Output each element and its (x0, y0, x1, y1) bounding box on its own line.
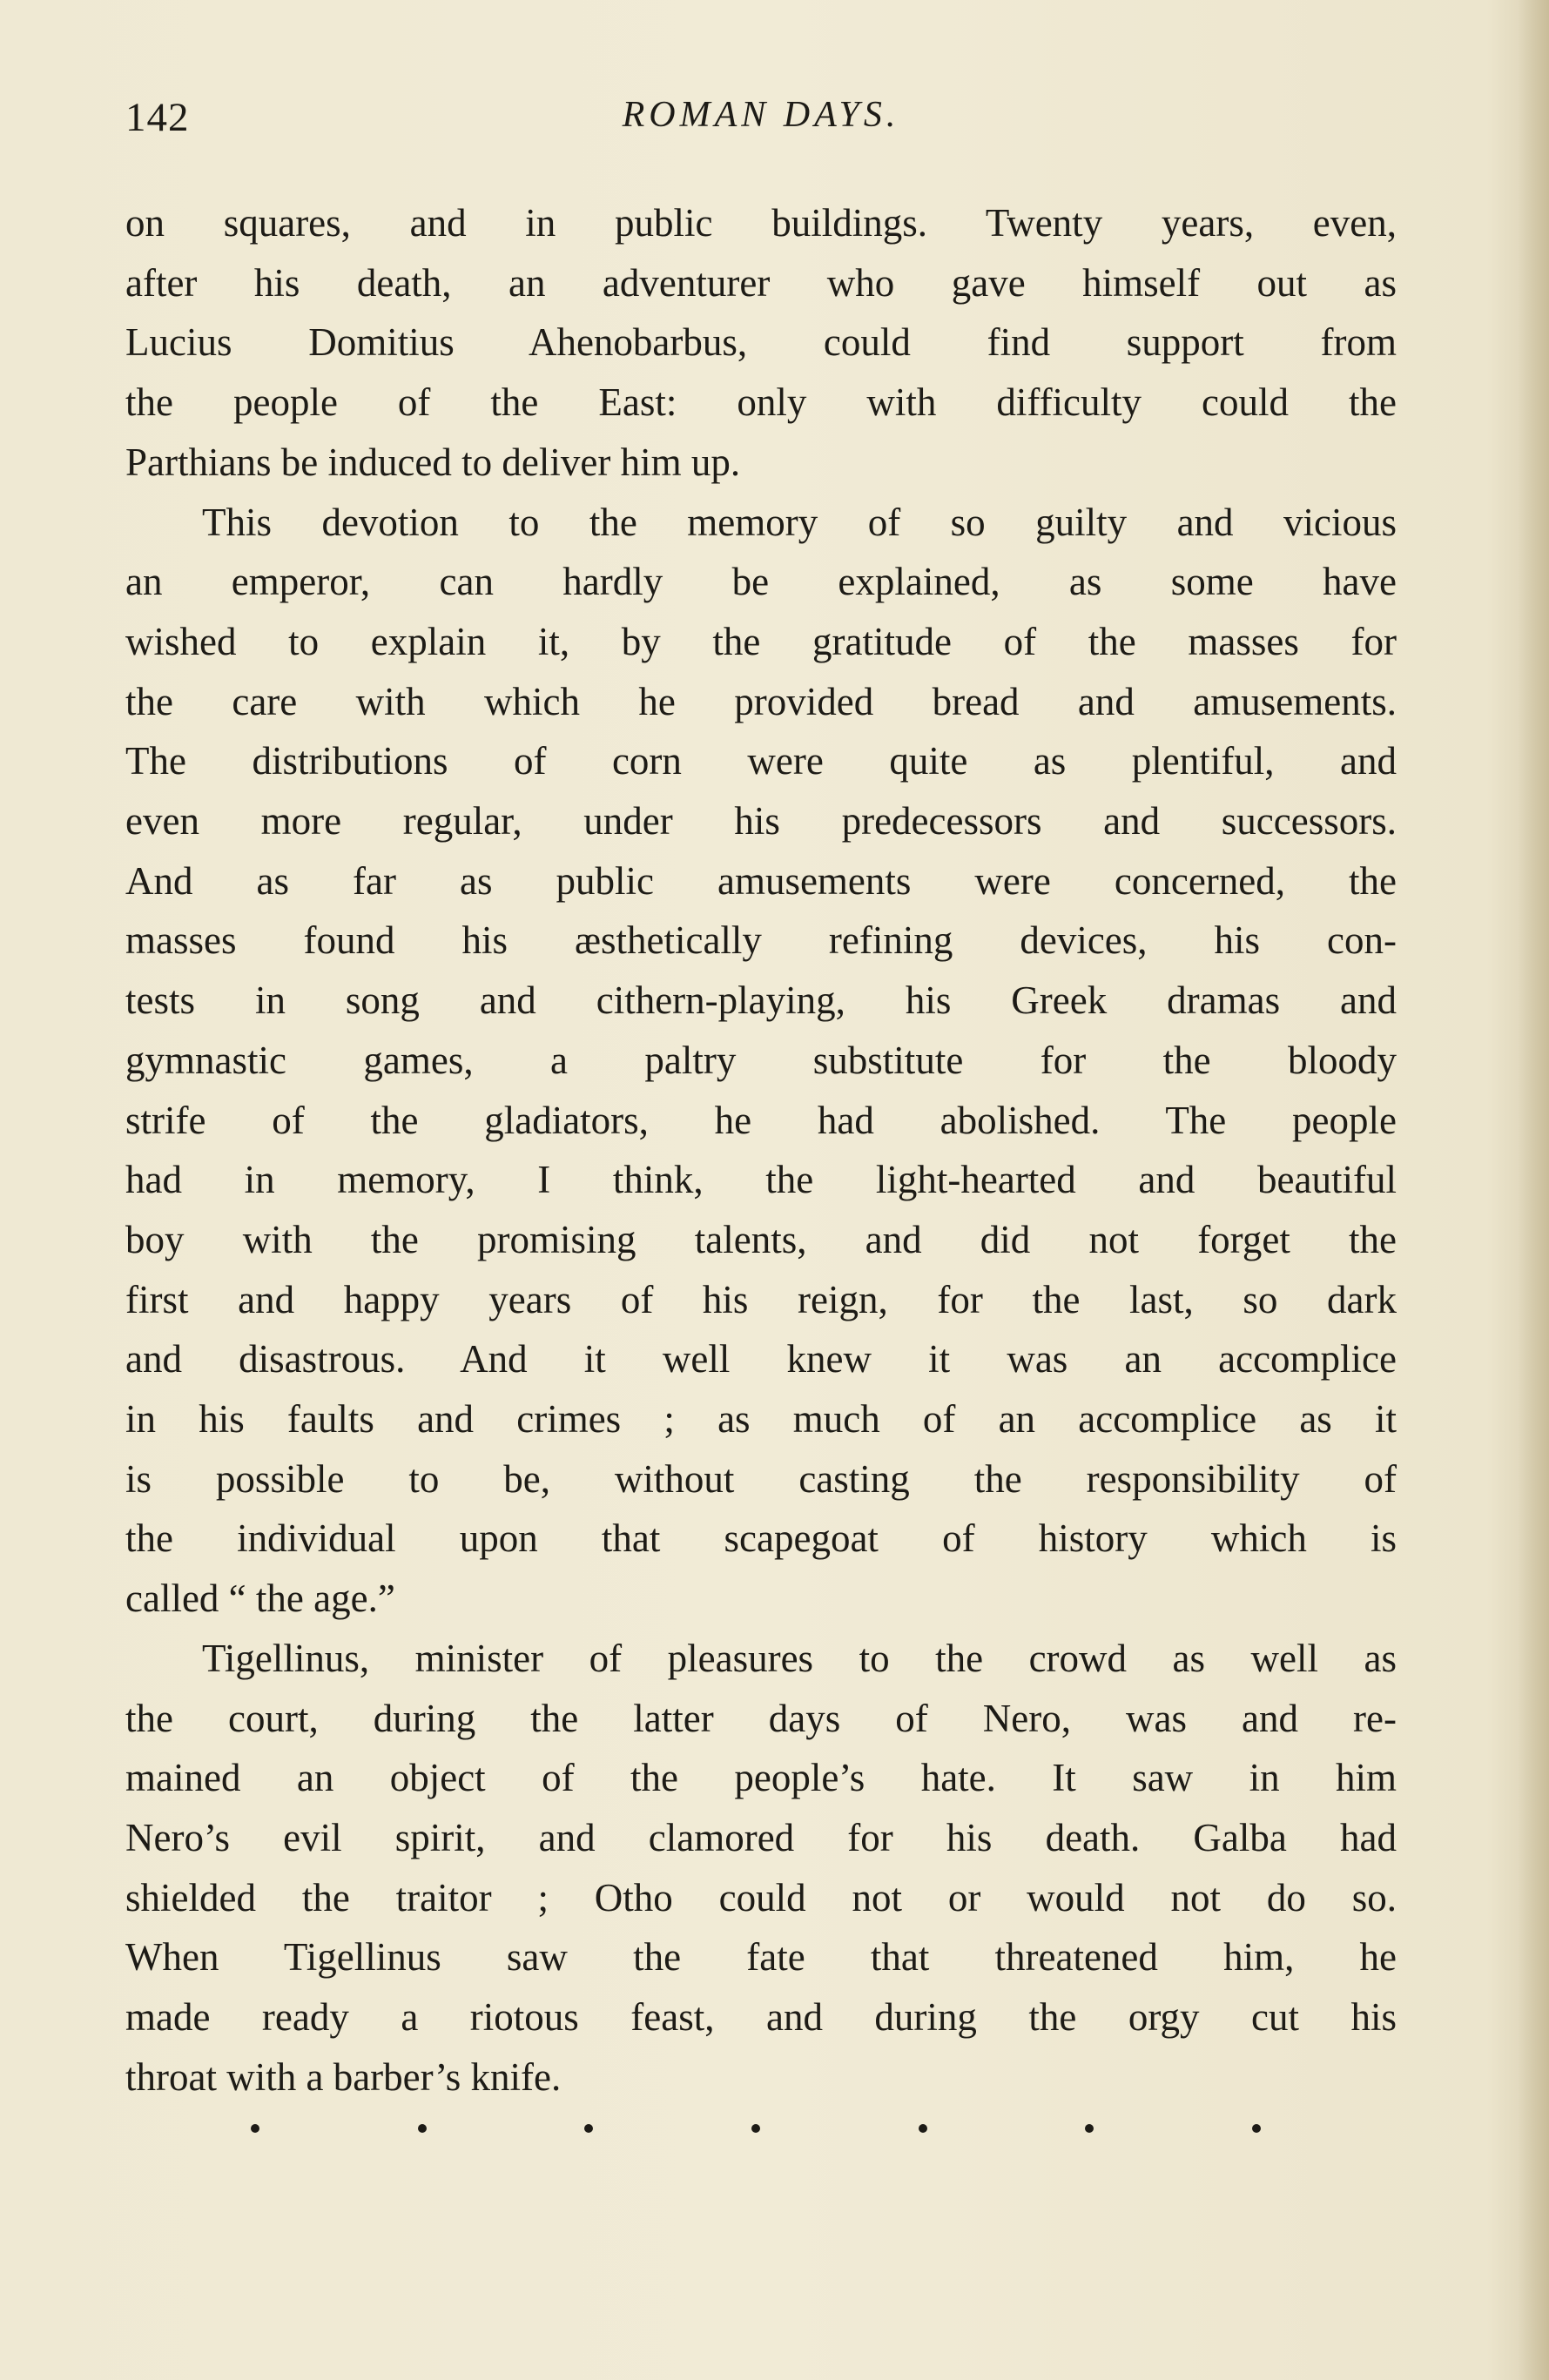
ornament-dot (584, 2124, 593, 2133)
ornament-dot (1252, 2124, 1261, 2133)
body-text (125, 193, 1397, 2108)
text-line: had in memory, I think, the light-hearted and beautiful (125, 1158, 1397, 1202)
text-line: the court, during the latter days of Nero, was and re- (125, 1696, 1397, 1740)
text-line: tests in song and cithern-playing, his Greek dramas and (125, 978, 1397, 1023)
ornament-dot (418, 2124, 427, 2133)
text-line: the people of the East: only with difficulty could the (125, 380, 1397, 425)
text-line: gymnastic games, a paltry substitute for the bloody (125, 1038, 1397, 1082)
text-line: after his death, an adventurer who gave himself out as (125, 260, 1397, 305)
text-line: Tigellinus, minister of pleasures to the crowd as well as (202, 1636, 1397, 1680)
text-line: on squares, and in public buildings. Twenty years, even, (125, 201, 1397, 245)
text-line: the care with which he provided bread and amusements. (125, 679, 1397, 723)
page-edge-shadow (1518, 0, 1549, 2380)
text-line: And as far as public amusements were concerned, the (125, 858, 1397, 903)
text-line: throat with a barber’s knife. (125, 2054, 562, 2099)
text-line: even more regular, under his predecessors and successors. (125, 799, 1397, 844)
page-number: 142 (125, 95, 190, 140)
page-header (125, 94, 1397, 164)
text-line: Parthians be induced to deliver him up. (125, 440, 741, 484)
running-title: ROMAN DAYS. (622, 95, 900, 135)
text-line: shielded the traitor ; Otho could not or would not do so. (125, 1875, 1397, 1919)
section-break-dots (251, 2124, 1261, 2133)
text-line: Lucius Domitius Ahenobarbus, could find support from (125, 320, 1397, 365)
text-line: strife of the gladiators, he had abolished. The people (125, 1098, 1397, 1142)
text-line: mained an object of the people’s hate. It saw in him (125, 1756, 1397, 1800)
ornament-dot (1085, 2124, 1094, 2133)
text-line: made ready a riotous feast, and during the orgy cut his (125, 1995, 1397, 2040)
text-line: an emperor, can hardly be explained, as some have (125, 560, 1397, 604)
text-line: When Tigellinus saw the fate that threatened him, he (125, 1935, 1397, 1980)
ornament-dot (251, 2124, 259, 2133)
ornament-dot (919, 2124, 927, 2133)
text-line: first and happy years of his reign, for the last, so dark (125, 1277, 1397, 1321)
text-line: masses found his æsthetically refining devices, his con- (125, 918, 1397, 963)
text-line: The distributions of corn were quite as plentiful, and (125, 739, 1397, 783)
text-line: the individual upon that scapegoat of history which is (125, 1516, 1397, 1561)
text-line: is possible to be, without casting the responsibility of (125, 1456, 1397, 1501)
text-line: called “ the age.” (125, 1577, 395, 1621)
text-line: wished to explain it, by the gratitude of the masses for (125, 619, 1397, 663)
text-line: in his faults and crimes ; as much of an accomplice as it (125, 1397, 1397, 1442)
ornament-dot (751, 2124, 760, 2133)
text-line: boy with the promising talents, and did not forget the (125, 1217, 1397, 1261)
text-line: Nero’s evil spirit, and clamored for his death. Galba had (125, 1815, 1397, 1859)
text-line: and disastrous. And it well knew it was an accomplice (125, 1337, 1397, 1382)
text-line: This devotion to the memory of so guilty and vicious (202, 500, 1397, 544)
